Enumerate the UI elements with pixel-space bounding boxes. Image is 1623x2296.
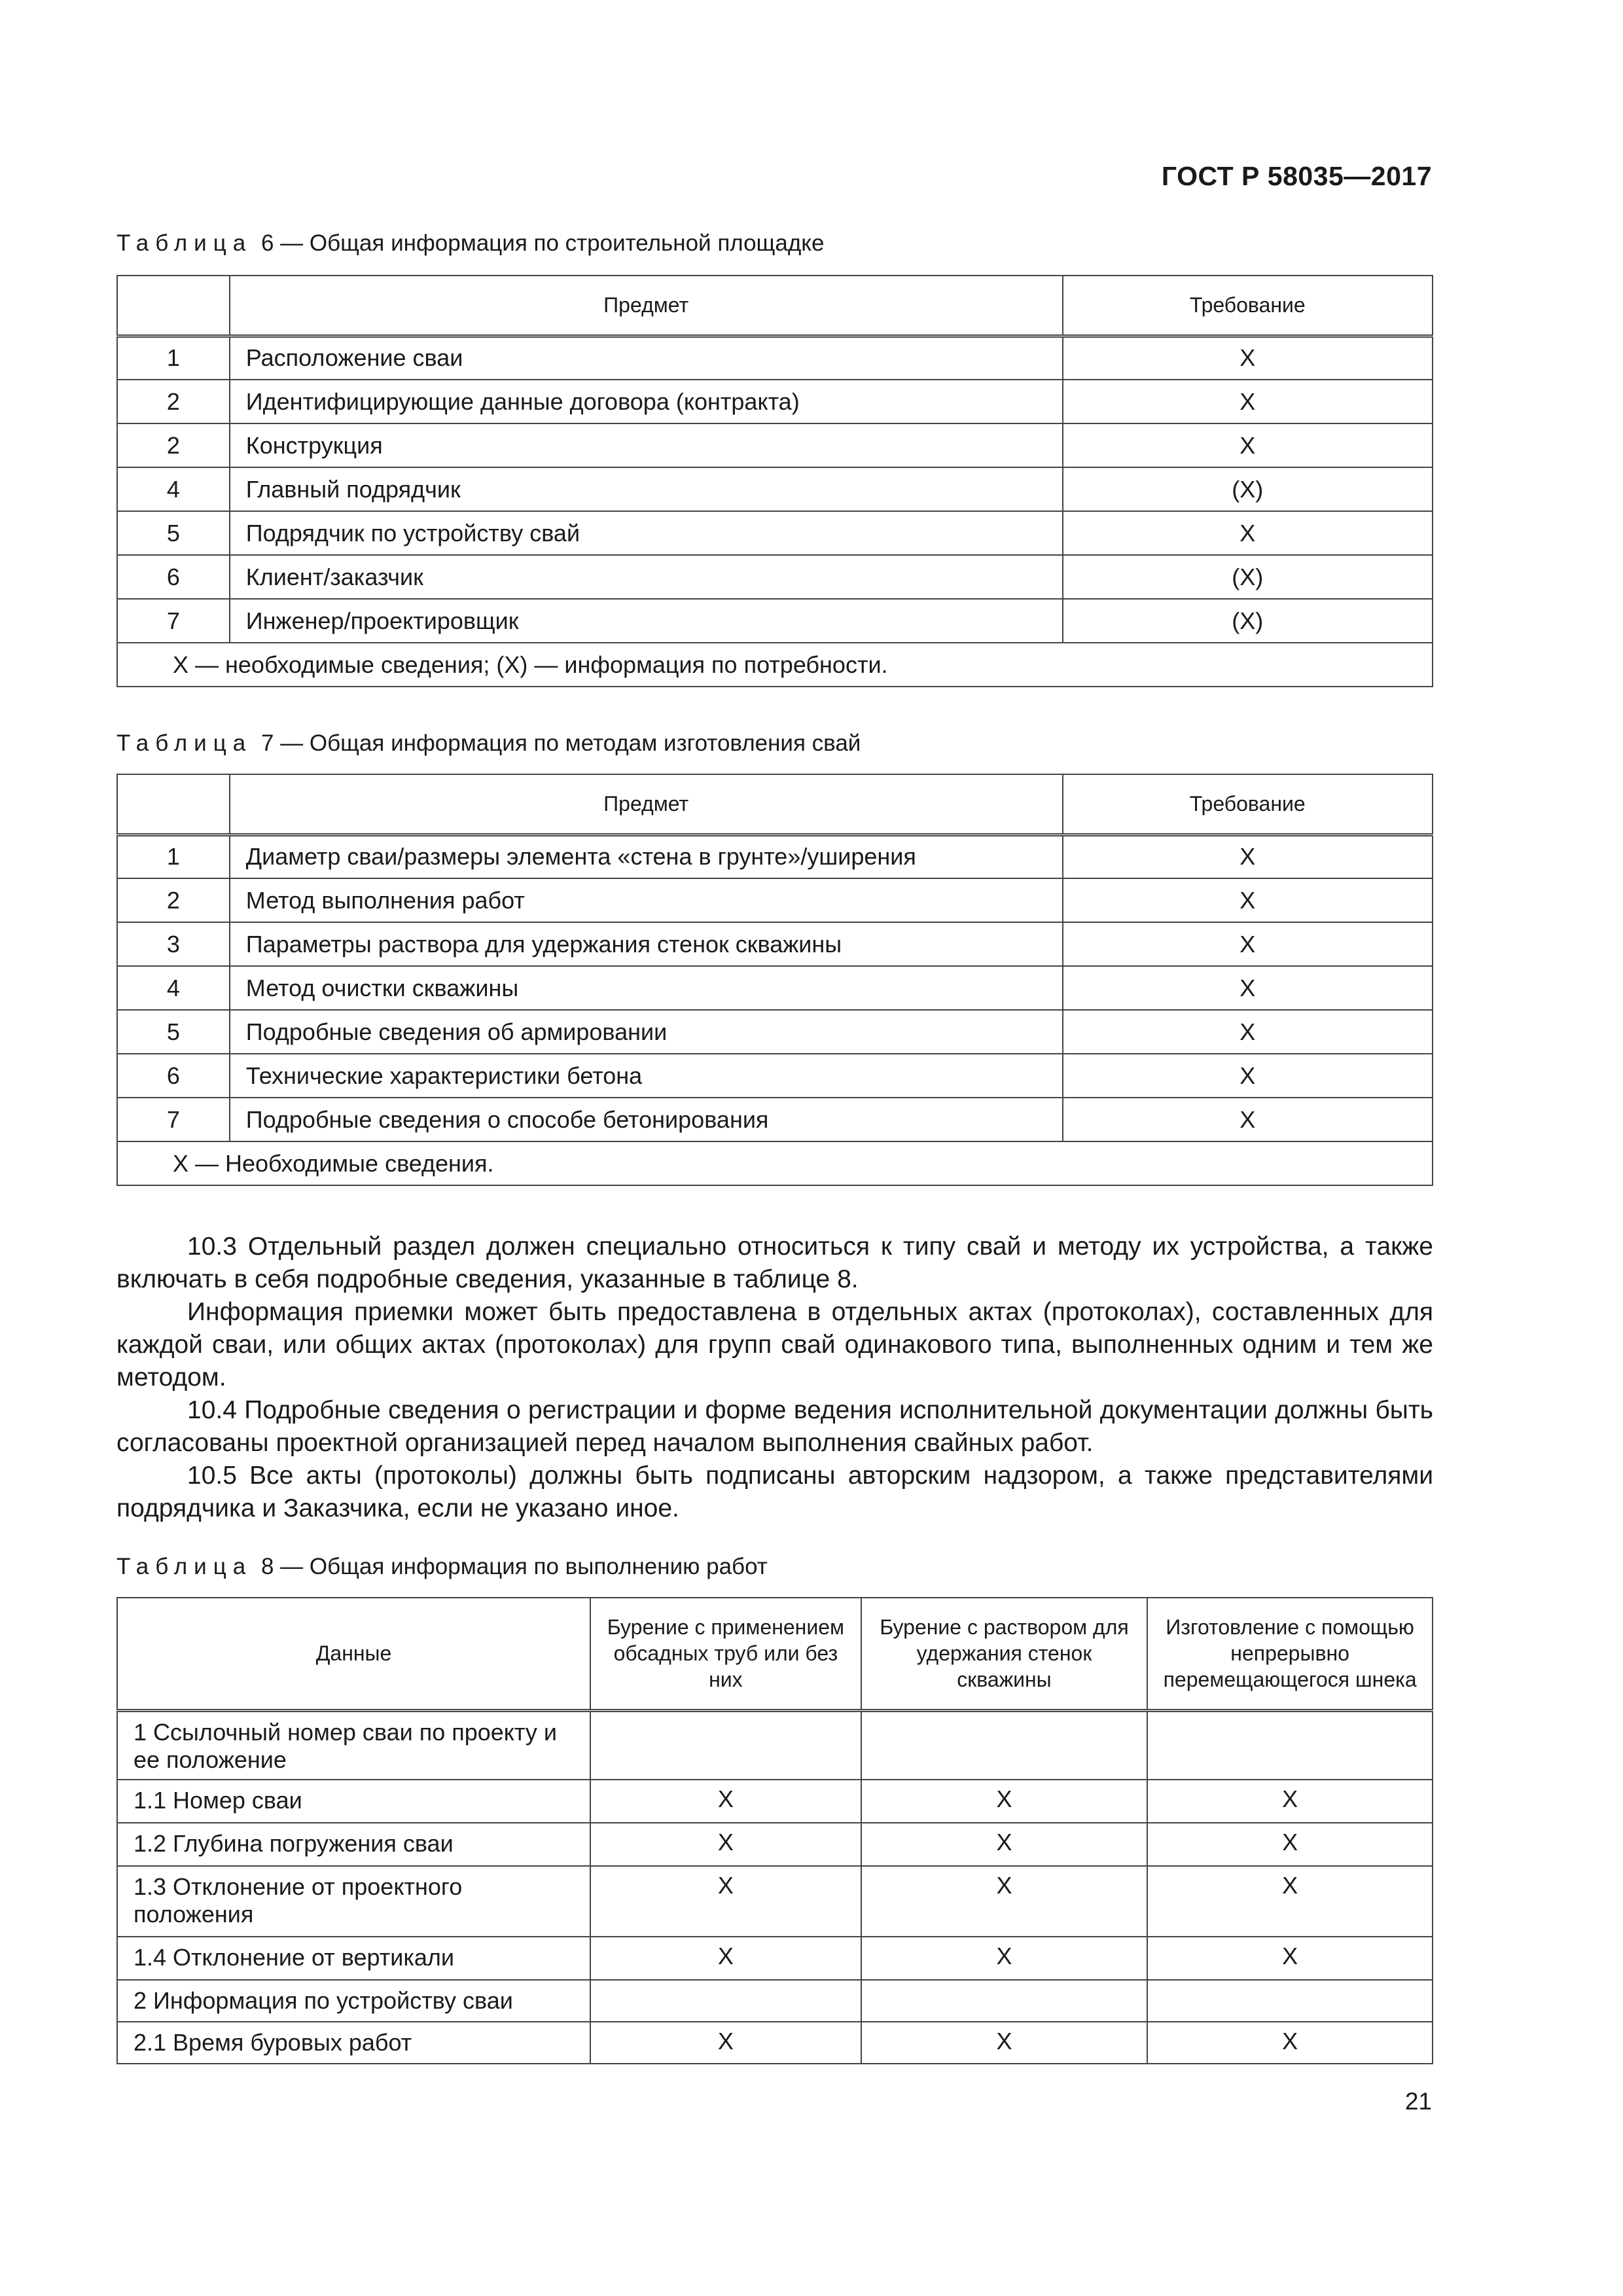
row-requirement: X [1063, 922, 1433, 966]
row-number: 7 [117, 1098, 230, 1141]
table7-header-subject: Предмет [230, 774, 1063, 834]
row-subject: Технические характеристики бетона [230, 1054, 1063, 1098]
table-row [117, 966, 1433, 1010]
row-casing: X [590, 1780, 861, 1823]
row-subject: Подробные сведения об армировании [230, 1010, 1063, 1054]
table8-header-data: Данные [117, 1598, 590, 1710]
row-data: 2 Информация по устройству сваи [117, 1980, 590, 2022]
table8-caption-text: 8 — Общая информация по выполнению работ [260, 1554, 768, 1579]
row-subject: Метод выполнения работ [230, 878, 1063, 922]
row-number: 3 [117, 922, 230, 966]
row-slurry: X [861, 2022, 1148, 2064]
row-subject: Параметры раствора для удержания стенок скважины [230, 922, 1063, 966]
table-row [117, 423, 1433, 467]
table-row [117, 1937, 1433, 1980]
row-data: 1.4 Отклонение от вертикали [117, 1937, 590, 1980]
row-number: 1 [117, 834, 230, 878]
table6-note: X — необходимые сведения; (X) — информация по потребности. [117, 643, 1433, 687]
row-casing [590, 1710, 861, 1780]
row-number: 5 [117, 1010, 230, 1054]
row-subject: Главный подрядчик [230, 467, 1063, 511]
table-row [117, 1866, 1433, 1937]
table-row [117, 555, 1433, 599]
row-subject: Инженер/проектировщик [230, 599, 1063, 643]
table8-header-row [117, 1598, 1433, 1710]
table-6 [116, 275, 1433, 687]
row-requirement: X [1063, 380, 1433, 423]
table8-header-auger: Изготовление с помощью непрерывно перемещающегося шнека [1147, 1598, 1433, 1710]
table7-note-row [117, 1141, 1433, 1185]
row-slurry [861, 1710, 1148, 1780]
table6-caption [116, 230, 824, 257]
row-subject: Расположение сваи [230, 336, 1063, 380]
table-row [117, 922, 1433, 966]
row-auger: X [1147, 2022, 1433, 2064]
row-auger [1147, 1710, 1433, 1780]
row-requirement: X [1063, 511, 1433, 555]
row-requirement: X [1063, 336, 1433, 380]
row-slurry: X [861, 1780, 1148, 1823]
row-auger: X [1147, 1866, 1433, 1937]
row-data: 1.1 Номер сваи [117, 1780, 590, 1823]
row-number: 1 [117, 336, 230, 380]
paragraph-10-3: 10.3 Отдельный раздел должен специально относиться к типу свай и методу их устройства, а также включать в себя подробные сведения, указанные в таблице 8. [116, 1232, 1433, 1293]
paragraph-10-4: 10.4 Подробные сведения о регистрации и форме ведения исполнительной документации должны быть согласованы проектной организацией перед началом выполнения свайных работ. [116, 1396, 1433, 1457]
row-subject: Идентифицирующие данные договора (контракта) [230, 380, 1063, 423]
row-requirement: X [1063, 878, 1433, 922]
table-row [117, 1823, 1433, 1866]
table6-header-requirement: Требование [1063, 276, 1433, 336]
row-number: 6 [117, 1054, 230, 1098]
table6-header-subject: Предмет [230, 276, 1063, 336]
row-subject: Диаметр сваи/размеры элемента «стена в грунте»/уширения [230, 834, 1063, 878]
row-data: 2.1 Время буровых работ [117, 2022, 590, 2064]
table6-caption-word: Таблица [116, 230, 253, 256]
row-number: 4 [117, 467, 230, 511]
table6-note-row [117, 643, 1433, 687]
row-requirement: X [1063, 423, 1433, 467]
row-slurry: X [861, 1937, 1148, 1980]
row-data: 1 Ссылочный номер сваи по проекту и ее положение [117, 1710, 590, 1780]
table-row [117, 336, 1433, 380]
row-subject: Конструкция [230, 423, 1063, 467]
table8-header-casing: Бурение с применением обсадных труб или без них [590, 1598, 861, 1710]
row-requirement: X [1063, 834, 1433, 878]
row-casing: X [590, 2022, 861, 2064]
table7-header-row [117, 774, 1433, 834]
row-data: 1.3 Отклонение от проектного положения [117, 1866, 590, 1937]
row-number: 4 [117, 966, 230, 1010]
row-requirement: (X) [1063, 555, 1433, 599]
row-casing: X [590, 1866, 861, 1937]
table7-header-num [117, 774, 230, 834]
table-row [117, 1098, 1433, 1141]
row-number: 2 [117, 423, 230, 467]
row-requirement: X [1063, 1098, 1433, 1141]
document-code: ГОСТ Р 58035—2017 [1161, 161, 1432, 191]
table6-header-row [117, 276, 1433, 336]
row-slurry: X [861, 1823, 1148, 1866]
row-data: 1.2 Глубина погружения сваи [117, 1823, 590, 1866]
table-row [117, 2022, 1433, 2064]
row-requirement: X [1063, 1010, 1433, 1054]
row-subject: Подробные сведения о способе бетонирования [230, 1098, 1063, 1141]
row-auger: X [1147, 1780, 1433, 1823]
table7-caption-word: Таблица [116, 730, 253, 756]
table-row [117, 834, 1433, 878]
table6-header-num [117, 276, 230, 336]
row-requirement: (X) [1063, 467, 1433, 511]
row-subject: Клиент/заказчик [230, 555, 1063, 599]
table-row [117, 511, 1433, 555]
body-text [116, 1230, 1433, 1525]
row-number: 6 [117, 555, 230, 599]
page-number: 21 [1404, 2088, 1432, 2115]
row-casing: X [590, 1823, 861, 1866]
row-requirement: X [1063, 966, 1433, 1010]
paragraph-acceptance-info: Информация приемки может быть предоставлена в отдельных актах (протоколах), составленных для каждой сваи, или общих актах (протоколах) для групп свай одинакового типа, выполненных одним и тем же методом. [116, 1298, 1433, 1391]
table-row [117, 380, 1433, 423]
table-row [117, 467, 1433, 511]
table8-header-slurry: Бурение с раствором для удержания стенок скважины [861, 1598, 1148, 1710]
row-requirement: (X) [1063, 599, 1433, 643]
table7-note: X — Необходимые сведения. [117, 1141, 1433, 1185]
table7-caption [116, 730, 861, 757]
row-number: 2 [117, 878, 230, 922]
row-number: 7 [117, 599, 230, 643]
table7-header-requirement: Требование [1063, 774, 1433, 834]
table7-caption-text: 7 — Общая информация по методам изготовления свай [260, 730, 861, 756]
row-slurry [861, 1980, 1148, 2022]
table-row [117, 1054, 1433, 1098]
table-row [117, 599, 1433, 643]
row-casing: X [590, 1937, 861, 1980]
table-8 [116, 1597, 1433, 2064]
row-auger: X [1147, 1823, 1433, 1866]
row-auger [1147, 1980, 1433, 2022]
table-row [117, 1010, 1433, 1054]
row-slurry: X [861, 1866, 1148, 1937]
table-row [117, 1710, 1433, 1780]
row-number: 2 [117, 380, 230, 423]
row-subject: Подрядчик по устройству свай [230, 511, 1063, 555]
table8-caption-word: Таблица [116, 1554, 253, 1579]
paragraph-10-5: 10.5 Все акты (протоколы) должны быть подписаны авторским надзором, а также представителями подрядчика и Заказчика, если не указано иное. [116, 1462, 1433, 1522]
table-row [117, 1780, 1433, 1823]
table6-caption-text: 6 — Общая информация по строительной площадке [260, 230, 825, 256]
row-subject: Метод очистки скважины [230, 966, 1063, 1010]
table-row [117, 878, 1433, 922]
row-requirement: X [1063, 1054, 1433, 1098]
row-number: 5 [117, 511, 230, 555]
table-row [117, 1980, 1433, 2022]
row-casing [590, 1980, 861, 2022]
table-7 [116, 774, 1433, 1186]
table8-caption [116, 1554, 768, 1580]
row-auger: X [1147, 1937, 1433, 1980]
